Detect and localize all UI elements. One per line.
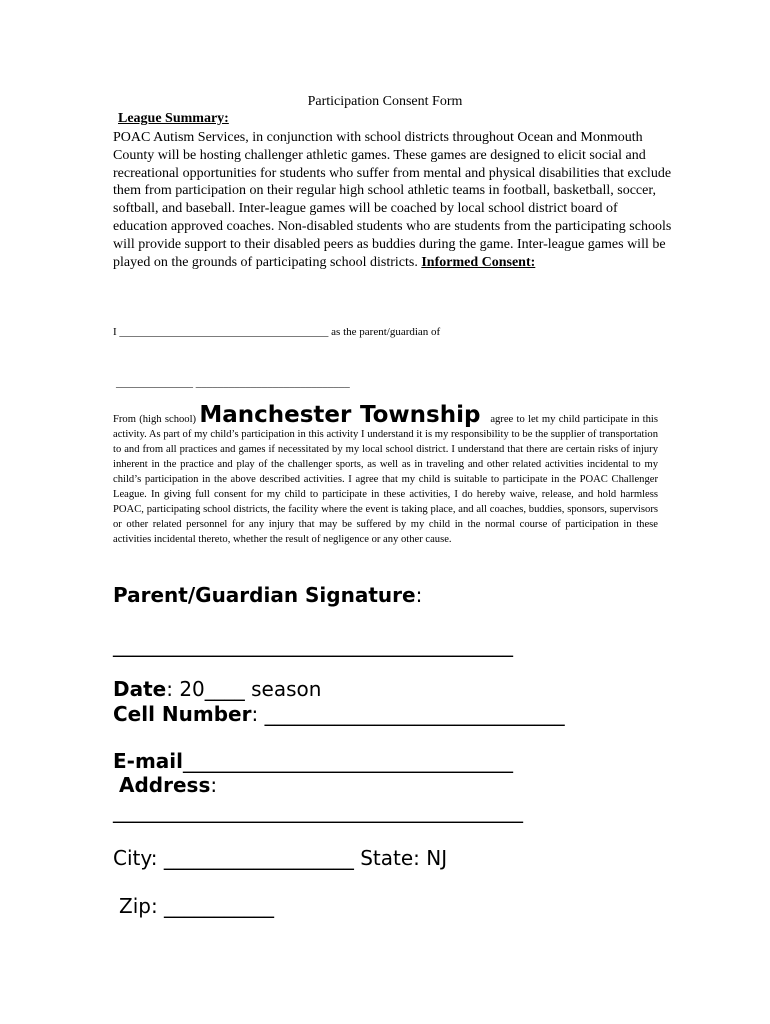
school-name[interactable]: Manchester Township bbox=[199, 402, 481, 428]
from-school-label: From (high school) bbox=[113, 414, 197, 425]
parent-name-line bbox=[113, 326, 440, 338]
cell-number-field[interactable]: : ______________________________ bbox=[251, 702, 565, 726]
email-label: E-mail bbox=[113, 749, 184, 773]
state-value: State: NJ bbox=[360, 846, 448, 870]
cell-number-row bbox=[113, 702, 565, 726]
parent-line-prefix: I bbox=[113, 326, 117, 338]
signature-field[interactable]: ________________________________________ bbox=[113, 633, 513, 657]
form-title: Participation Consent Form bbox=[307, 94, 463, 109]
informed-consent-heading: Informed Consent: bbox=[421, 254, 536, 270]
date-field[interactable]: : 20____ season bbox=[166, 677, 322, 701]
consent-paragraph bbox=[113, 402, 658, 547]
student-name-line bbox=[116, 377, 350, 389]
zip-field[interactable]: Zip: ___________ bbox=[119, 894, 275, 918]
signature-label bbox=[113, 583, 422, 607]
city-state-row bbox=[113, 846, 447, 870]
signature-label-text: Parent/Guardian Signature bbox=[113, 583, 416, 607]
parent-line-suffix: as the parent/guardian of bbox=[331, 326, 441, 338]
date-row bbox=[113, 677, 321, 701]
parent-name-field[interactable]: ______________________________________ bbox=[119, 326, 329, 338]
address-field[interactable]: _________________________________________ bbox=[113, 799, 523, 823]
cell-number-label: Cell Number bbox=[113, 702, 252, 726]
student-last-name-field[interactable]: ____________________________ bbox=[195, 377, 350, 389]
summary-text: POAC Autism Services, in conjunction with school districts throughout Ocean and Monmouth County will be hosting challenger athletic games. These games are designed to elicit social and recreational opportunities for students who suffer from mental and physical disabilities that exclude them from participation on their regular high school athletic teams in football, basketball, soccer, softball, and baseball. Inter-league games will be coached by local school district board of education approved coaches. Non-disabled students who are students from the participating schools will provide support to their disabled peers as buddies during the game. Inter-league games will be played on the grounds of participating school districts. bbox=[113, 130, 672, 270]
signature-colon: : bbox=[415, 583, 423, 607]
email-row bbox=[113, 749, 513, 773]
student-first-name-field[interactable]: ______________ bbox=[116, 377, 193, 389]
address-label: Address bbox=[119, 773, 211, 797]
league-summary-paragraph bbox=[113, 129, 673, 271]
league-summary-heading: League Summary: bbox=[118, 111, 229, 126]
email-field[interactable]: _________________________________ bbox=[183, 749, 514, 773]
address-colon: : bbox=[210, 773, 218, 797]
consent-agreement-text: agree to let my child participate in this activity. As part of my child’s participation in this activity I understand it is my responsibility to be the supplier of transportation to and from all practices and games if necessitated by my local school district. I understand that there are certain risks of injury inherent in the practice and play of the challenger sports, as well as in traveling and other related activities incidental to my child’s participation in the above described activities. I agree that my child is suitable to participate in the POAC Challenger League. In giving full consent for my child to participate in these activities, I do hereby waive, release, and hold harmless POAC, participating school districts, the facility where the event is taking place, and all coaches, buddies, sponsors, supervisors or other related personnel for any injury that may be suffered by my child in the normal course of participation in these activities incidental thereto, whether the result of negligence or any other cause. bbox=[113, 414, 658, 545]
city-field[interactable]: City: ___________________ bbox=[113, 846, 354, 870]
date-label: Date bbox=[113, 677, 167, 701]
address-label-row bbox=[119, 773, 217, 797]
